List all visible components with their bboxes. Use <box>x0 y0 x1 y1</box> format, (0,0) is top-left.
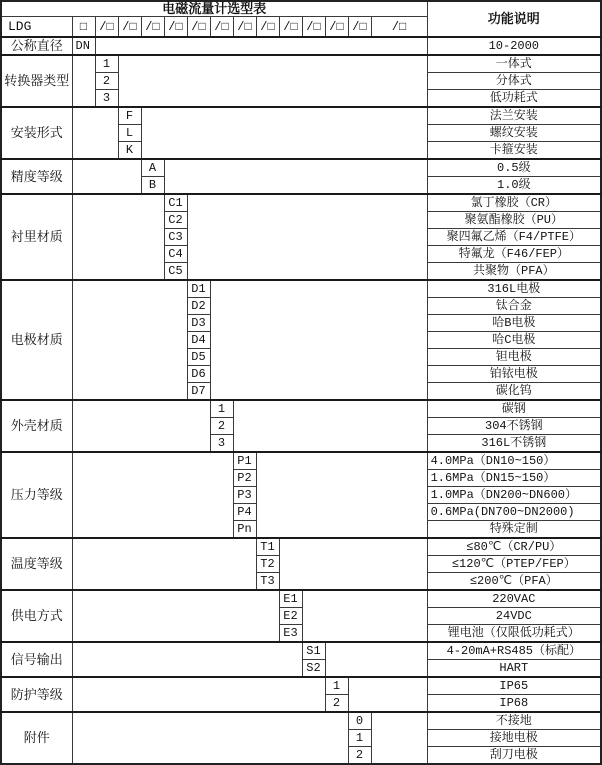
code-cell: 1 <box>348 730 371 747</box>
category-label: 转换器类型 <box>1 55 72 107</box>
desc-cell: 4.0MPa（DN10~150） <box>427 452 601 470</box>
desc-cell: HART <box>427 660 601 678</box>
empty-cell <box>118 55 427 107</box>
table-row <box>1 159 601 177</box>
table-row <box>1 400 601 418</box>
desc-cell: 钽电极 <box>427 349 601 366</box>
code-cell: 1 <box>210 400 233 418</box>
empty-cell <box>302 590 427 642</box>
empty-cell <box>279 538 427 590</box>
model-slash-box: /□ <box>371 17 427 38</box>
category-label: 供电方式 <box>1 590 72 642</box>
desc-cell: IP68 <box>427 695 601 713</box>
code-cell: S1 <box>302 642 325 660</box>
empty-cell <box>371 712 427 764</box>
code-cell: D7 <box>187 383 210 401</box>
code-cell: A <box>141 159 164 177</box>
desc-cell: 4-20mA+RS485（标配） <box>427 642 601 660</box>
desc-cell: 卡箍安装 <box>427 142 601 160</box>
desc-cell: 聚四氟乙烯（F4/PTFE） <box>427 229 601 246</box>
desc-cell: IP65 <box>427 677 601 695</box>
code-cell: 2 <box>325 695 348 713</box>
desc-cell: ≤120℃（PTEP/FEP） <box>427 556 601 573</box>
code-cell: 3 <box>210 435 233 453</box>
empty-cell <box>187 194 427 280</box>
category-label: 电极材质 <box>1 280 72 400</box>
desc-cell: 220VAC <box>427 590 601 608</box>
code-cell: E1 <box>279 590 302 608</box>
empty-cell <box>256 452 427 538</box>
code-cell: L <box>118 125 141 142</box>
desc-cell: 铂铱电极 <box>427 366 601 383</box>
empty-cell <box>233 400 427 452</box>
empty-cell <box>72 538 256 590</box>
desc-cell: 刮刀电极 <box>427 747 601 765</box>
code-cell: P1 <box>233 452 256 470</box>
code-cell: T1 <box>256 538 279 556</box>
code-cell: P2 <box>233 470 256 487</box>
table-row <box>1 280 601 298</box>
code-cell: E3 <box>279 625 302 643</box>
empty-cell <box>210 280 427 400</box>
model-slash-box: /□ <box>279 17 302 38</box>
empty-cell <box>72 712 348 764</box>
category-label: 信号输出 <box>1 642 72 677</box>
table-row <box>1 1 601 17</box>
empty-cell <box>72 159 141 194</box>
model-slash-box: /□ <box>164 17 187 38</box>
code-cell: C3 <box>164 229 187 246</box>
desc-cell: 316L电极 <box>427 280 601 298</box>
empty-cell <box>72 400 210 452</box>
model-slash-box: /□ <box>256 17 279 38</box>
desc-cell: 1.0级 <box>427 177 601 195</box>
desc-cell: 哈B电极 <box>427 315 601 332</box>
empty-cell <box>72 452 233 538</box>
model-slash-box: /□ <box>233 17 256 38</box>
desc-cell: 不接地 <box>427 712 601 730</box>
table-row <box>1 642 601 660</box>
code-cell: 3 <box>95 90 118 108</box>
model-slash-box: /□ <box>141 17 164 38</box>
desc-cell: 0.6MPa(DN700~DN2000) <box>427 504 601 521</box>
code-cell: 2 <box>210 418 233 435</box>
table-row <box>1 677 601 695</box>
code-cell: 2 <box>95 73 118 90</box>
code-cell: D4 <box>187 332 210 349</box>
desc-cell: ≤80℃（CR/PU） <box>427 538 601 556</box>
table-row <box>1 452 601 470</box>
code-cell: T3 <box>256 573 279 591</box>
empty-cell <box>72 677 325 712</box>
desc-cell: 氯丁橡胶（CR） <box>427 194 601 212</box>
desc-cell: 304不锈钢 <box>427 418 601 435</box>
code-cell: D5 <box>187 349 210 366</box>
category-label: 安装形式 <box>1 107 72 159</box>
desc-cell: 316L不锈钢 <box>427 435 601 453</box>
category-label: 防护等级 <box>1 677 72 712</box>
code-cell: C2 <box>164 212 187 229</box>
desc-cell: 哈C电极 <box>427 332 601 349</box>
code-cell: E2 <box>279 608 302 625</box>
function-description-header: 功能说明 <box>427 1 601 37</box>
code-cell: Pn <box>233 521 256 539</box>
empty-cell <box>72 590 279 642</box>
category-label: 外壳材质 <box>1 400 72 452</box>
table-row <box>1 590 601 608</box>
category-label: 衬里材质 <box>1 194 72 280</box>
table-row <box>1 194 601 212</box>
desc-cell: 法兰安装 <box>427 107 601 125</box>
model-slash-box: /□ <box>302 17 325 38</box>
desc-cell: 碳钢 <box>427 400 601 418</box>
empty-cell <box>72 55 95 107</box>
desc-cell: 低功耗式 <box>427 90 601 108</box>
model-prefix: LDG <box>1 17 72 38</box>
model-slash-box: /□ <box>348 17 371 38</box>
code-cell: 2 <box>348 747 371 765</box>
table-row <box>1 107 601 125</box>
model-slash-box: /□ <box>187 17 210 38</box>
desc-cell: 锂电池（仅限低功耗式） <box>427 625 601 643</box>
desc-cell: 一体式 <box>427 55 601 73</box>
empty-cell <box>164 159 427 194</box>
code-cell: F <box>118 107 141 125</box>
code-cell: P4 <box>233 504 256 521</box>
code-cell: 0 <box>348 712 371 730</box>
desc-cell: 特殊定制 <box>427 521 601 539</box>
desc-cell: 0.5级 <box>427 159 601 177</box>
category-label: 压力等级 <box>1 452 72 538</box>
empty-cell <box>141 107 427 159</box>
code-cell: T2 <box>256 556 279 573</box>
code-cell: K <box>118 142 141 160</box>
code-cell: C4 <box>164 246 187 263</box>
empty-cell <box>95 37 427 55</box>
code-cell: P3 <box>233 487 256 504</box>
desc-cell: 共聚物（PFA） <box>427 263 601 281</box>
table-row <box>1 37 601 55</box>
empty-cell <box>72 280 187 400</box>
code-cell: D3 <box>187 315 210 332</box>
code-cell: C1 <box>164 194 187 212</box>
category-label: 温度等级 <box>1 538 72 590</box>
model-slash-box: /□ <box>325 17 348 38</box>
code-cell: D2 <box>187 298 210 315</box>
desc-cell: 聚氨酯橡胶（PU） <box>427 212 601 229</box>
desc-cell: 接地电极 <box>427 730 601 747</box>
code-cell: C5 <box>164 263 187 281</box>
model-box: □ <box>72 17 95 38</box>
model-slash-box: /□ <box>210 17 233 38</box>
desc-cell: 螺纹安装 <box>427 125 601 142</box>
model-slash-box: /□ <box>118 17 141 38</box>
table-row <box>1 55 601 73</box>
table-row <box>1 712 601 730</box>
desc-cell: 钛合金 <box>427 298 601 315</box>
empty-cell <box>325 642 427 677</box>
code-cell: S2 <box>302 660 325 678</box>
category-label: 附件 <box>1 712 72 764</box>
desc-cell: 1.6MPa（DN15~150） <box>427 470 601 487</box>
desc-cell: 特氟龙（F46/FEP） <box>427 246 601 263</box>
code-cell: B <box>141 177 164 195</box>
desc-cell: 碳化钨 <box>427 383 601 401</box>
code-cell: DN <box>72 37 95 55</box>
code-cell: D6 <box>187 366 210 383</box>
empty-cell <box>72 107 118 159</box>
code-cell: 1 <box>325 677 348 695</box>
empty-cell <box>72 642 302 677</box>
category-label: 公称直径 <box>1 37 72 55</box>
category-label: 精度等级 <box>1 159 72 194</box>
model-slash-box: /□ <box>95 17 118 38</box>
desc-cell: 24VDC <box>427 608 601 625</box>
desc-cell: 分体式 <box>427 73 601 90</box>
empty-cell <box>348 677 427 712</box>
desc-cell: 1.0MPa（DN200~DN600） <box>427 487 601 504</box>
desc-cell: ≤200℃（PFA） <box>427 573 601 591</box>
empty-cell <box>72 194 164 280</box>
code-cell: 1 <box>95 55 118 73</box>
table-row <box>1 538 601 556</box>
code-cell: D1 <box>187 280 210 298</box>
desc-cell: 10-2000 <box>427 37 601 55</box>
page-title: 电磁流量计选型表 <box>1 1 427 17</box>
